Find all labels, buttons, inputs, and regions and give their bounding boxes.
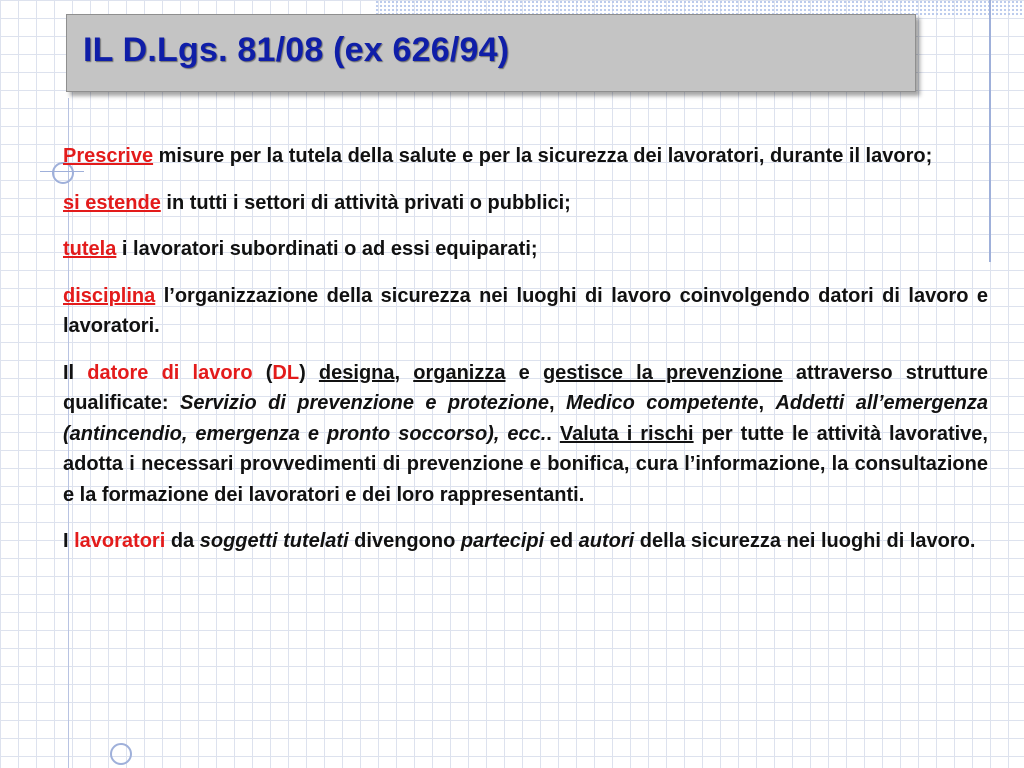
- paragraph-text: misure per la tutela della salute e per la sicurezza dei lavoratori, durante il lavoro;: [153, 145, 933, 167]
- text-segment: ,: [394, 361, 414, 384]
- text-segment: ,: [548, 392, 566, 414]
- text-segment: e: [505, 361, 543, 384]
- italic-servizio-prevenzione: Servizio di prevenzione e protezione: [179, 392, 549, 414]
- decorative-circle-icon: [110, 743, 132, 765]
- underlined-valuta-i-rischi: Valuta i rischi: [559, 422, 694, 445]
- text-segment: Il: [63, 361, 88, 384]
- italic-addetti-emergenza: Addetti all’emergenza (antincendio, emergenza e pronto soccorso), ecc.: [63, 392, 988, 445]
- text-segment: della sicurezza nei luoghi di lavoro.: [634, 530, 976, 552]
- italic-partecipi: partecipi: [460, 530, 545, 552]
- decorative-vertical-line: [989, 0, 991, 262]
- text-segment: da: [165, 530, 200, 552]
- italic-medico-competente: Medico competente: [565, 392, 759, 414]
- keyword-si-estende: si estende: [63, 191, 161, 214]
- slide-body: [63, 141, 988, 573]
- keyword-tutela: tutela: [63, 238, 117, 260]
- text-segment: attraverso strutture qualificate:: [63, 361, 989, 414]
- paragraph-text: l’organizzazione della sicurezza nei luoghi di lavoro coinvolgendo datori di lavoro e lavoratori.: [63, 284, 988, 337]
- keyword-disciplina: disciplina: [63, 284, 156, 307]
- keyword-lavoratori: lavoratori: [74, 530, 166, 552]
- paragraph-lavoratori: [63, 526, 988, 557]
- title-box: [66, 14, 916, 92]
- paragraph-tutela: [63, 234, 988, 265]
- slide-title: IL D.Lgs. 81/08 (ex 626/94): [83, 31, 510, 69]
- italic-soggetti-tutelati: soggetti tutelati: [199, 530, 349, 552]
- text-segment: .: [546, 422, 560, 445]
- keyword-datore-di-lavoro: datore di lavoro: [87, 361, 253, 384]
- text-segment: I: [63, 530, 75, 552]
- text-segment: (: [252, 361, 273, 384]
- text-segment: per tutte le attività lavorative, adotta i necessari provvedimenti di prevenzione e bonifica, cura l’informazione, la consultazione e la formazione dei lavoratori e dei loro rappresentanti.: [63, 422, 988, 506]
- paragraph-disciplina: [63, 281, 988, 342]
- paragraph-text: i lavoratori subordinati o ad essi equiparati;: [116, 238, 538, 260]
- underlined-designa: designa: [318, 361, 395, 384]
- paragraph-si-estende: [63, 188, 988, 219]
- italic-autori: autori: [578, 530, 635, 552]
- underlined-gestisce-la-prevenzione: gestisce la prevenzione: [542, 361, 783, 384]
- paragraph-datore-di-lavoro: [63, 358, 988, 511]
- keyword-prescrive: Prescrive: [63, 145, 154, 167]
- underlined-organizza: organizza: [413, 361, 506, 384]
- text-segment: ,: [758, 392, 776, 414]
- paragraph-text: in tutti i settori di attività privati o pubblici;: [160, 191, 571, 214]
- keyword-dl: DL: [272, 361, 300, 384]
- text-segment: divengono: [348, 530, 461, 552]
- paragraph-prescrive: [63, 141, 988, 172]
- text-segment: ed: [544, 530, 579, 552]
- text-segment: ): [299, 361, 319, 384]
